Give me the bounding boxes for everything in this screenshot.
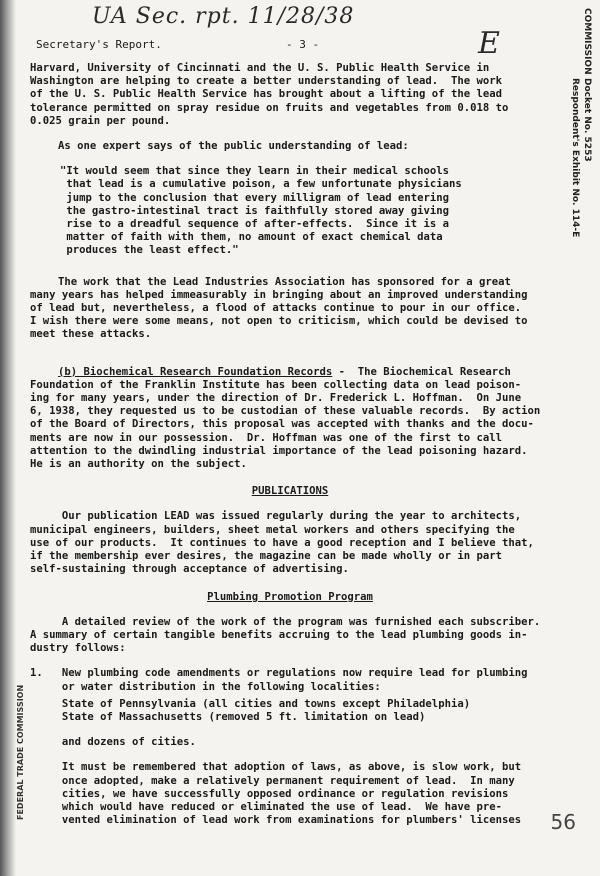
exhibit-stamp-right (564, 8, 594, 328)
handwritten-mark: E (478, 26, 501, 61)
page-number: 56 (550, 810, 576, 834)
quote-line: matter of faith with them, no amount of exact chemical data (60, 231, 443, 244)
quote-line: "It would seem that since they learn in their medical schools (60, 165, 450, 178)
text-line: Harvard, University of Cincinnati and the U. S. Public Health Service in (30, 62, 490, 74)
quote-line: that lead is a cumulative poison, a few unfortunate physicians (60, 178, 462, 191)
list-item-line: State of Massachusetts (removed 5 ft. limitation on lead) (30, 710, 426, 723)
text-line: self-sustaining through acceptance of advertising. (30, 563, 349, 576)
document-body (30, 62, 550, 827)
text-line: A summary of certain tangible benefits accruing to the lead plumbing goods in- (30, 628, 528, 641)
text-line: I wish there were some means, not open to criticism, which could be devised to (30, 315, 528, 328)
text-line: The work that the Lead Industries Association has sponsored for a great (58, 275, 511, 288)
exhibit-stamp-left (6, 590, 30, 830)
quote-line: rise to a dreadful sequence of after-effects. Since it is a (60, 218, 450, 231)
quote-line: produces the least effect." (60, 244, 239, 257)
list-item-line: State of Pennsylvania (all cities and towns except Philadelphia) (30, 697, 471, 710)
text-line: He is an authority on the subject. (30, 458, 247, 471)
text-line: of lead but, nevertheless, a flood of attacks continue to pour in our office. (30, 302, 522, 315)
text-line: Foundation of the Franklin Institute has been collecting data on lead poison- (30, 378, 522, 391)
text-line: municipal engineers, builders, sheet metal workers and others specifying the (30, 523, 515, 536)
text-line: - The Biochemical Research (332, 365, 511, 378)
text-line: meet these attacks. (30, 328, 152, 341)
text-line: vented elimination of lead work from examinations for plumbers' licenses (30, 814, 522, 827)
quote-intro: As one expert says of the public understanding of lead: (58, 140, 409, 153)
handwritten-note: UA Sec. rpt. 11/28/38 (92, 4, 355, 29)
list-item-line: or water distribution in the following localities: (30, 680, 381, 693)
text-line: 0.025 grain per pound. (30, 114, 171, 127)
header-page: - 3 - (286, 38, 320, 51)
text-line: It must be remembered that adoption of laws, as above, is slow work, but (30, 761, 522, 774)
text-line: and dozens of cities. (30, 736, 196, 749)
text-line: Washington are helping to create a better understanding of lead. The work (30, 75, 502, 88)
page-header (36, 38, 516, 51)
quote-line: the gastro-intestinal tract is faithfully stored away giving (60, 204, 450, 217)
text-line: which would have reduced or eliminated the use of lead. We have pre- (30, 800, 502, 813)
stamp-exhibit: Respondent's Exhibit No. 114-E (570, 78, 580, 238)
text-line: once adopted, make a relatively permanent requirement of lead. In many (30, 774, 515, 787)
text-line: of the U. S. Public Health Service has brought about a lifting of the lead (30, 88, 502, 101)
stamp-commission: COMMISSION (582, 8, 592, 75)
stamp-ftc: FEDERAL TRADE COMMISSION (16, 684, 25, 820)
text-line: many years has helped immeasurably in bringing about an improved understanding (30, 288, 528, 301)
text-line: cities, we have successfully opposed ordinance or regulation revisions (30, 787, 509, 800)
quote-block (60, 165, 550, 257)
text-line: ments are now in our possession. Dr. Hoffman was one of the first to call (30, 431, 502, 444)
text-line: 6, 1938, they requested us to be custodian of these valuable records. By action (30, 405, 541, 418)
text-line: ing for many years, under the direction of Dr. Frederick L. Hoffman. On June (30, 392, 522, 405)
stamp-docket: Docket No. 5253 (582, 78, 592, 162)
biochem-line (58, 366, 550, 379)
text-line: if the membership ever desires, the magazine can be made wholly or in part (30, 550, 502, 563)
biochem-heading: (b) Biochemical Research Foundation Records (58, 365, 333, 378)
text-line: A detailed review of the work of the program was furnished each subscriber. (30, 615, 541, 628)
text-line: of the Board of Directors, this proposal was accepted with thanks and the docu- (30, 418, 534, 431)
text-line: dustry follows: (30, 642, 126, 655)
text-line: Our publication LEAD was issued regularly during the year to architects, (30, 510, 522, 523)
text-line: use of our products. It continues to have a good reception and I believe that, (30, 536, 534, 549)
text-line: attention to the dwindling industrial importance of the lead poisoning hazard. (30, 444, 528, 457)
header-title: Secretary's Report. (36, 38, 162, 51)
text-line: tolerance permitted on spray residue on fruits and vegetables from 0.018 to (30, 101, 509, 114)
quote-line: jump to the conclusion that every milligram of lead entering (60, 191, 450, 204)
list-item-line: 1. New plumbing code amendments or regulations now require lead for plumbing (30, 667, 528, 680)
publications-heading: PUBLICATIONS (251, 485, 329, 498)
plumbing-heading: Plumbing Promotion Program (207, 590, 373, 603)
